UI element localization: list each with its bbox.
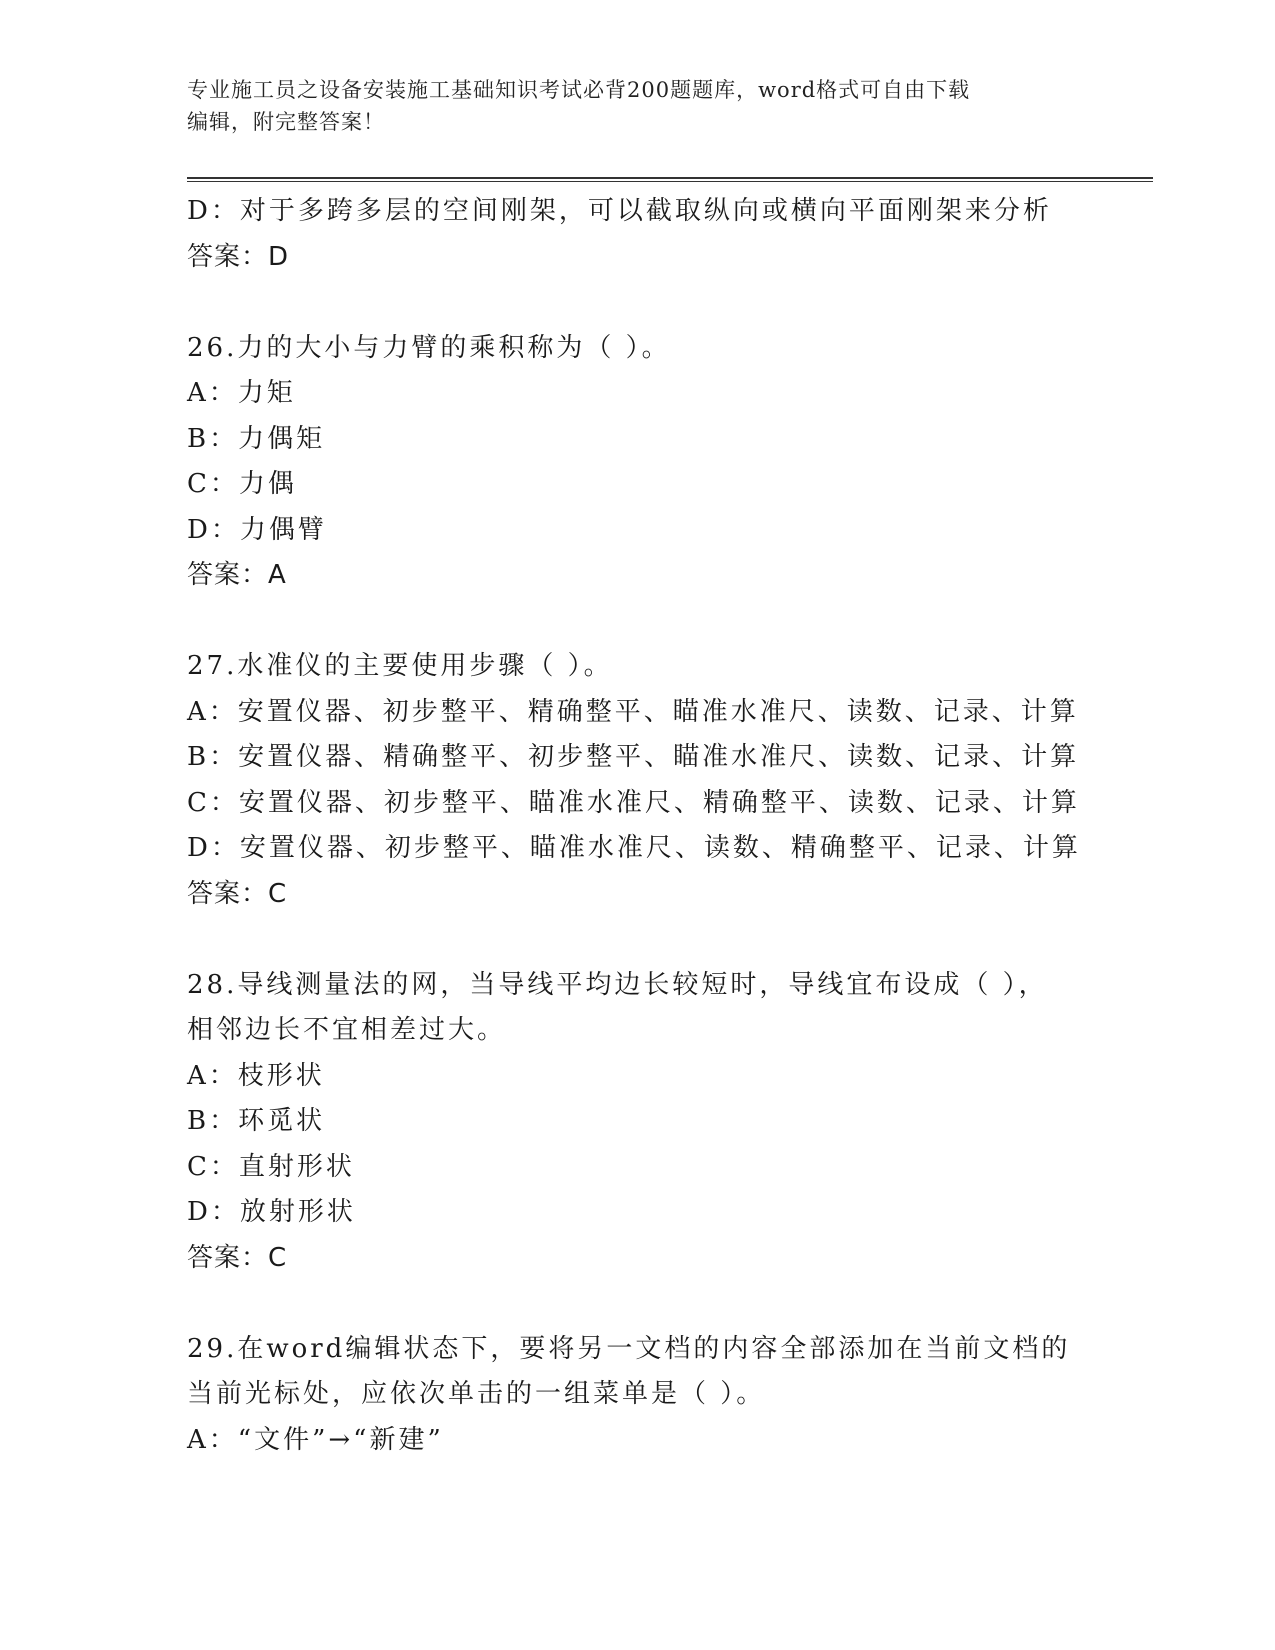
question-stem-continued: 当前光标处，应依次单击的一组菜单是（ ）。 (187, 1379, 766, 1409)
question-stem-continued: 相邻边长不宜相差过大。 (187, 1015, 507, 1045)
question-26 (187, 326, 1087, 599)
option-a: A：“文件”→“新建” (187, 1424, 444, 1455)
header-line-1: 专业施工员之设备安装施工基础知识考试必背200题题库，word格式可自由下载 (187, 78, 971, 102)
question-stem: 28.导线测量法的网，当导线平均边长较短时，导线宜布设成（ ）， (187, 969, 1048, 1000)
question-29 (187, 1327, 1087, 1464)
option-a: A：安置仪器、初步整平、精确整平、瞄准水准尺、读数、记录、计算 (187, 696, 1079, 727)
answer: 答案：C (187, 1242, 288, 1273)
option-d: D：安置仪器、初步整平、瞄准水准尺、读数、精确整平、记录、计算 (187, 833, 1081, 863)
document-body (187, 189, 1087, 1463)
answer: 答案：C (187, 878, 288, 909)
spacer (187, 1281, 1087, 1327)
question-27 (187, 644, 1087, 917)
header-line-2: 编辑，附完整答案！ (187, 110, 385, 134)
option-c: C：安置仪器、初步整平、瞄准水准尺、精确整平、读数、记录、计算 (187, 787, 1080, 818)
option-d: D：对于多跨多层的空间刚架，可以截取纵向或横向平面刚架来分析 (187, 196, 1052, 226)
option-a: A：力矩 (187, 378, 296, 408)
question-stem: 26.力的大小与力臂的乘积称为（ ）。 (187, 332, 671, 363)
question-stem: 29.在word编辑状态下，要将另一文档的内容全部添加在当前文档的 (187, 1333, 1071, 1364)
option-b: B：环觅状 (187, 1106, 326, 1136)
spacer (187, 599, 1087, 645)
answer: 答案：D (187, 241, 290, 272)
spacer (187, 280, 1087, 326)
option-a: A：枝形状 (187, 1060, 325, 1091)
question-stem: 27.水准仪的主要使用步骤（ ）。 (187, 651, 613, 681)
document-header (187, 74, 1087, 138)
option-d: D：力偶臂 (187, 514, 327, 545)
spacer (187, 917, 1087, 963)
header-divider-thick (187, 177, 1153, 179)
option-b: B：力偶矩 (187, 423, 326, 454)
option-b: B：安置仪器、精确整平、初步整平、瞄准水准尺、读数、记录、计算 (187, 742, 1080, 772)
option-c: C：力偶 (187, 469, 297, 499)
question-28 (187, 963, 1087, 1282)
option-c: C：直射形状 (187, 1151, 355, 1182)
header-divider-thin (187, 181, 1153, 182)
answer: 答案：A (187, 560, 287, 590)
option-d: D：放射形状 (187, 1197, 356, 1227)
